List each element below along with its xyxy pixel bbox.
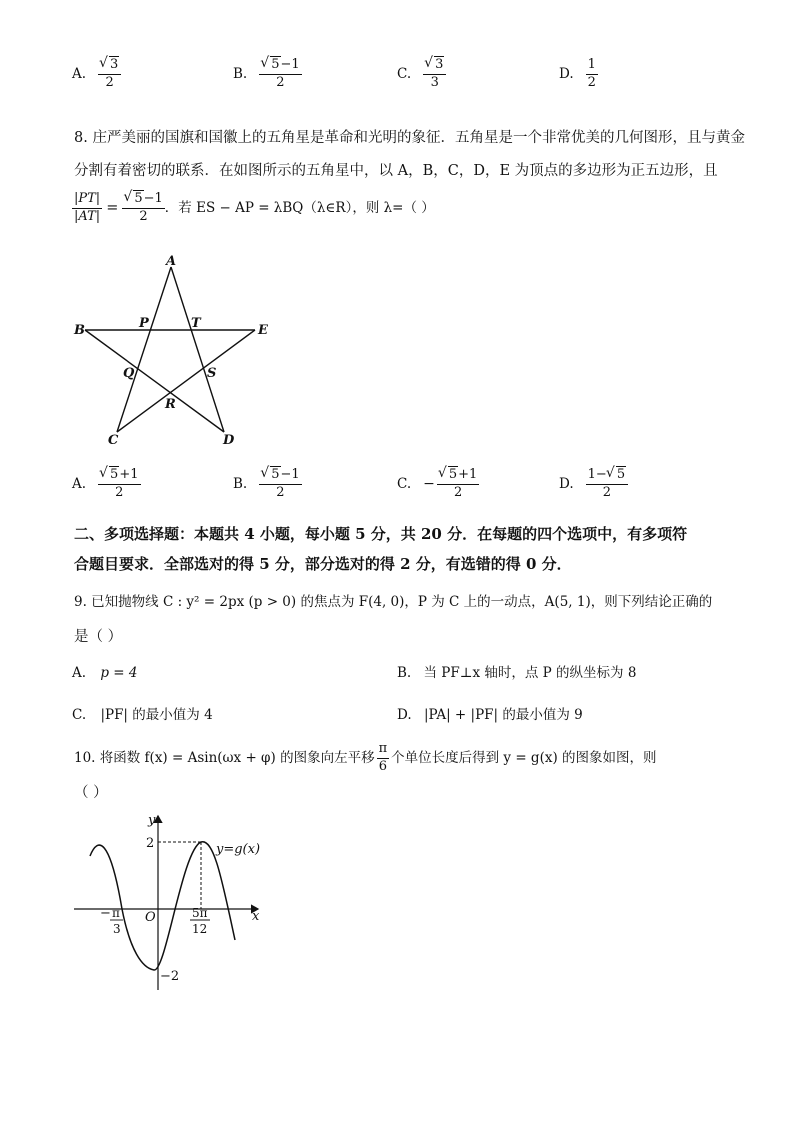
q7-option-a[interactable] — [72, 58, 121, 91]
ratio-numerator: |PT| — [72, 192, 102, 209]
q9-line1: 9. 已知抛物线 C : y² = 2px (p > 0) 的焦点为 F(4, 0)，P 为 C 上的一动点，A(5, 1)，则下列结论正确的 — [74, 594, 713, 610]
numerator-tail: +1 — [458, 467, 478, 482]
radicand: 3 — [110, 56, 119, 72]
ratio-denominator: |AT| — [74, 208, 101, 224]
option-label: D. — [559, 66, 574, 82]
point-label-p: P — [139, 316, 149, 331]
q8-option-a[interactable] — [72, 468, 141, 501]
fraction — [259, 468, 301, 501]
y-axis-label: y — [148, 813, 156, 828]
radicand: 5 — [271, 56, 280, 72]
option-label: C. — [72, 707, 87, 723]
ratio-fraction — [72, 192, 102, 225]
numerator-tail: −1 — [280, 56, 300, 72]
x-tick-right-den: 12 — [192, 922, 208, 936]
denominator: 2 — [115, 484, 124, 500]
option-text: |PA| + |PF| 的最小值为 9 — [423, 707, 583, 723]
q7-option-b[interactable] — [233, 58, 302, 91]
numerator-head: 1− — [587, 467, 607, 482]
radicand: 5 — [134, 191, 143, 206]
sine-graph — [70, 810, 270, 995]
denominator: 2 — [587, 74, 596, 90]
option-label: B. — [397, 665, 412, 681]
q9-line2: 是（ ） — [74, 629, 123, 645]
q8-option-c[interactable] — [397, 468, 479, 501]
fraction — [586, 468, 628, 501]
rhs-fraction — [122, 192, 164, 225]
numerator-tail: −1 — [143, 191, 163, 206]
x-tick-right-num: 5π — [192, 906, 208, 920]
q8-line3 — [72, 192, 435, 225]
denominator: 3 — [430, 74, 439, 90]
numerator: 1 — [586, 58, 598, 75]
fraction — [586, 58, 598, 91]
line-a-d — [171, 267, 224, 432]
q10-line1 — [74, 742, 657, 775]
question-text: 庄严美丽的国旗和国徽上的五角星是革命和光明的象征．五角星是一个非常优美的几何图形，且与黄金 — [92, 130, 745, 146]
q8-line2: 分割有着密切的联系．在如图所示的五角星中，以 A，B，C，D，E 为顶点的多边形为正五边形，且 — [74, 163, 718, 179]
vertex-label-a: A — [166, 254, 177, 269]
numerator-tail: +1 — [119, 467, 139, 482]
q9-option-c[interactable] — [72, 709, 213, 723]
option-label: D. — [397, 707, 412, 723]
x-tick-left-den: 3 — [113, 922, 121, 936]
point-label-s: S — [207, 366, 217, 381]
q8-line1 — [74, 131, 745, 146]
shift-fraction — [377, 742, 390, 775]
minus-sign: − — [423, 476, 435, 493]
denominator: 6 — [378, 758, 387, 774]
denominator: 2 — [276, 484, 285, 500]
fraction — [98, 468, 140, 501]
origin-label: O — [145, 910, 156, 925]
numerator: π — [377, 742, 390, 759]
radicand: 3 — [435, 56, 444, 72]
radicand: 5 — [448, 467, 458, 482]
option-label: B. — [233, 66, 248, 82]
section-heading-line2: 合题目要求．全部选对的得 5 分，部分选对的得 2 分，有选错的得 0 分． — [74, 555, 572, 573]
vertex-label-c: C — [108, 433, 119, 448]
q10-line2: （ ） — [74, 785, 108, 801]
q8-option-d[interactable] — [559, 468, 628, 501]
fraction — [423, 58, 446, 91]
vertex-label-e: E — [258, 323, 268, 338]
point-label-r: R — [165, 397, 176, 412]
option-text: 当 PF⊥x 轴时，点 P 的纵坐标为 8 — [423, 665, 637, 681]
radicand: 5 — [110, 467, 119, 482]
vertex-label-b: B — [74, 323, 85, 338]
curve-label: y=g(x) — [216, 842, 261, 857]
fraction — [259, 58, 301, 91]
option-text: |PF| 的最小值为 4 — [100, 707, 213, 723]
radicand: 5 — [616, 467, 626, 482]
line-b-d — [85, 330, 224, 432]
option-text: p = 4 — [100, 665, 138, 681]
fraction — [98, 58, 121, 91]
point-label-t: T — [191, 316, 201, 331]
y-min-label: −2 — [160, 969, 180, 984]
question-text: ．若 ES − AP = λBQ（λ∈R），则 λ=（ ） — [164, 199, 435, 216]
denominator: 2 — [105, 74, 114, 90]
q7-option-d[interactable] — [559, 58, 598, 91]
x-tick-left-sign: − — [100, 906, 111, 921]
denominator: 2 — [276, 74, 285, 90]
line-e-c — [117, 330, 255, 432]
option-label: A. — [72, 66, 87, 82]
q9-option-d[interactable] — [397, 709, 583, 723]
q9-option-a[interactable] — [72, 667, 137, 681]
vertex-label-d: D — [223, 433, 235, 448]
option-label: A. — [72, 476, 87, 493]
fraction — [437, 468, 479, 501]
option-label: B. — [233, 476, 248, 493]
option-label: A. — [72, 665, 87, 681]
x-axis-label: x — [252, 909, 260, 924]
numerator-tail: −1 — [280, 467, 300, 482]
radicand: 5 — [271, 467, 280, 482]
x-tick-left-num: π — [112, 906, 120, 920]
question-text: 10. 将函数 f(x) = Asin(ωx + φ) 的图象向左平移 — [74, 749, 375, 766]
line-a-c — [117, 267, 171, 432]
q7-option-c[interactable] — [397, 58, 446, 91]
option-label: C. — [397, 66, 412, 82]
equals-sign: = — [106, 200, 119, 217]
option-label: D. — [559, 476, 574, 493]
pentagram-figure — [70, 250, 280, 450]
section-heading-line1: 二、多项选择题：本题共 4 小题，每小题 5 分，共 20 分．在每题的四个选项中，有多项符 — [74, 525, 688, 543]
q8-option-b[interactable] — [233, 468, 302, 501]
q9-option-b[interactable] — [397, 667, 636, 681]
denominator: 2 — [453, 484, 463, 500]
question-text: 个单位长度后得到 y = g(x) 的图象如图，则 — [391, 749, 657, 766]
question-number: 8. — [74, 130, 88, 146]
y-max-label: 2 — [146, 836, 155, 851]
point-label-q: Q — [123, 366, 135, 381]
q8-options — [72, 468, 722, 514]
denominator: 2 — [602, 484, 611, 500]
option-label: C. — [397, 476, 412, 493]
denominator: 2 — [139, 208, 148, 224]
